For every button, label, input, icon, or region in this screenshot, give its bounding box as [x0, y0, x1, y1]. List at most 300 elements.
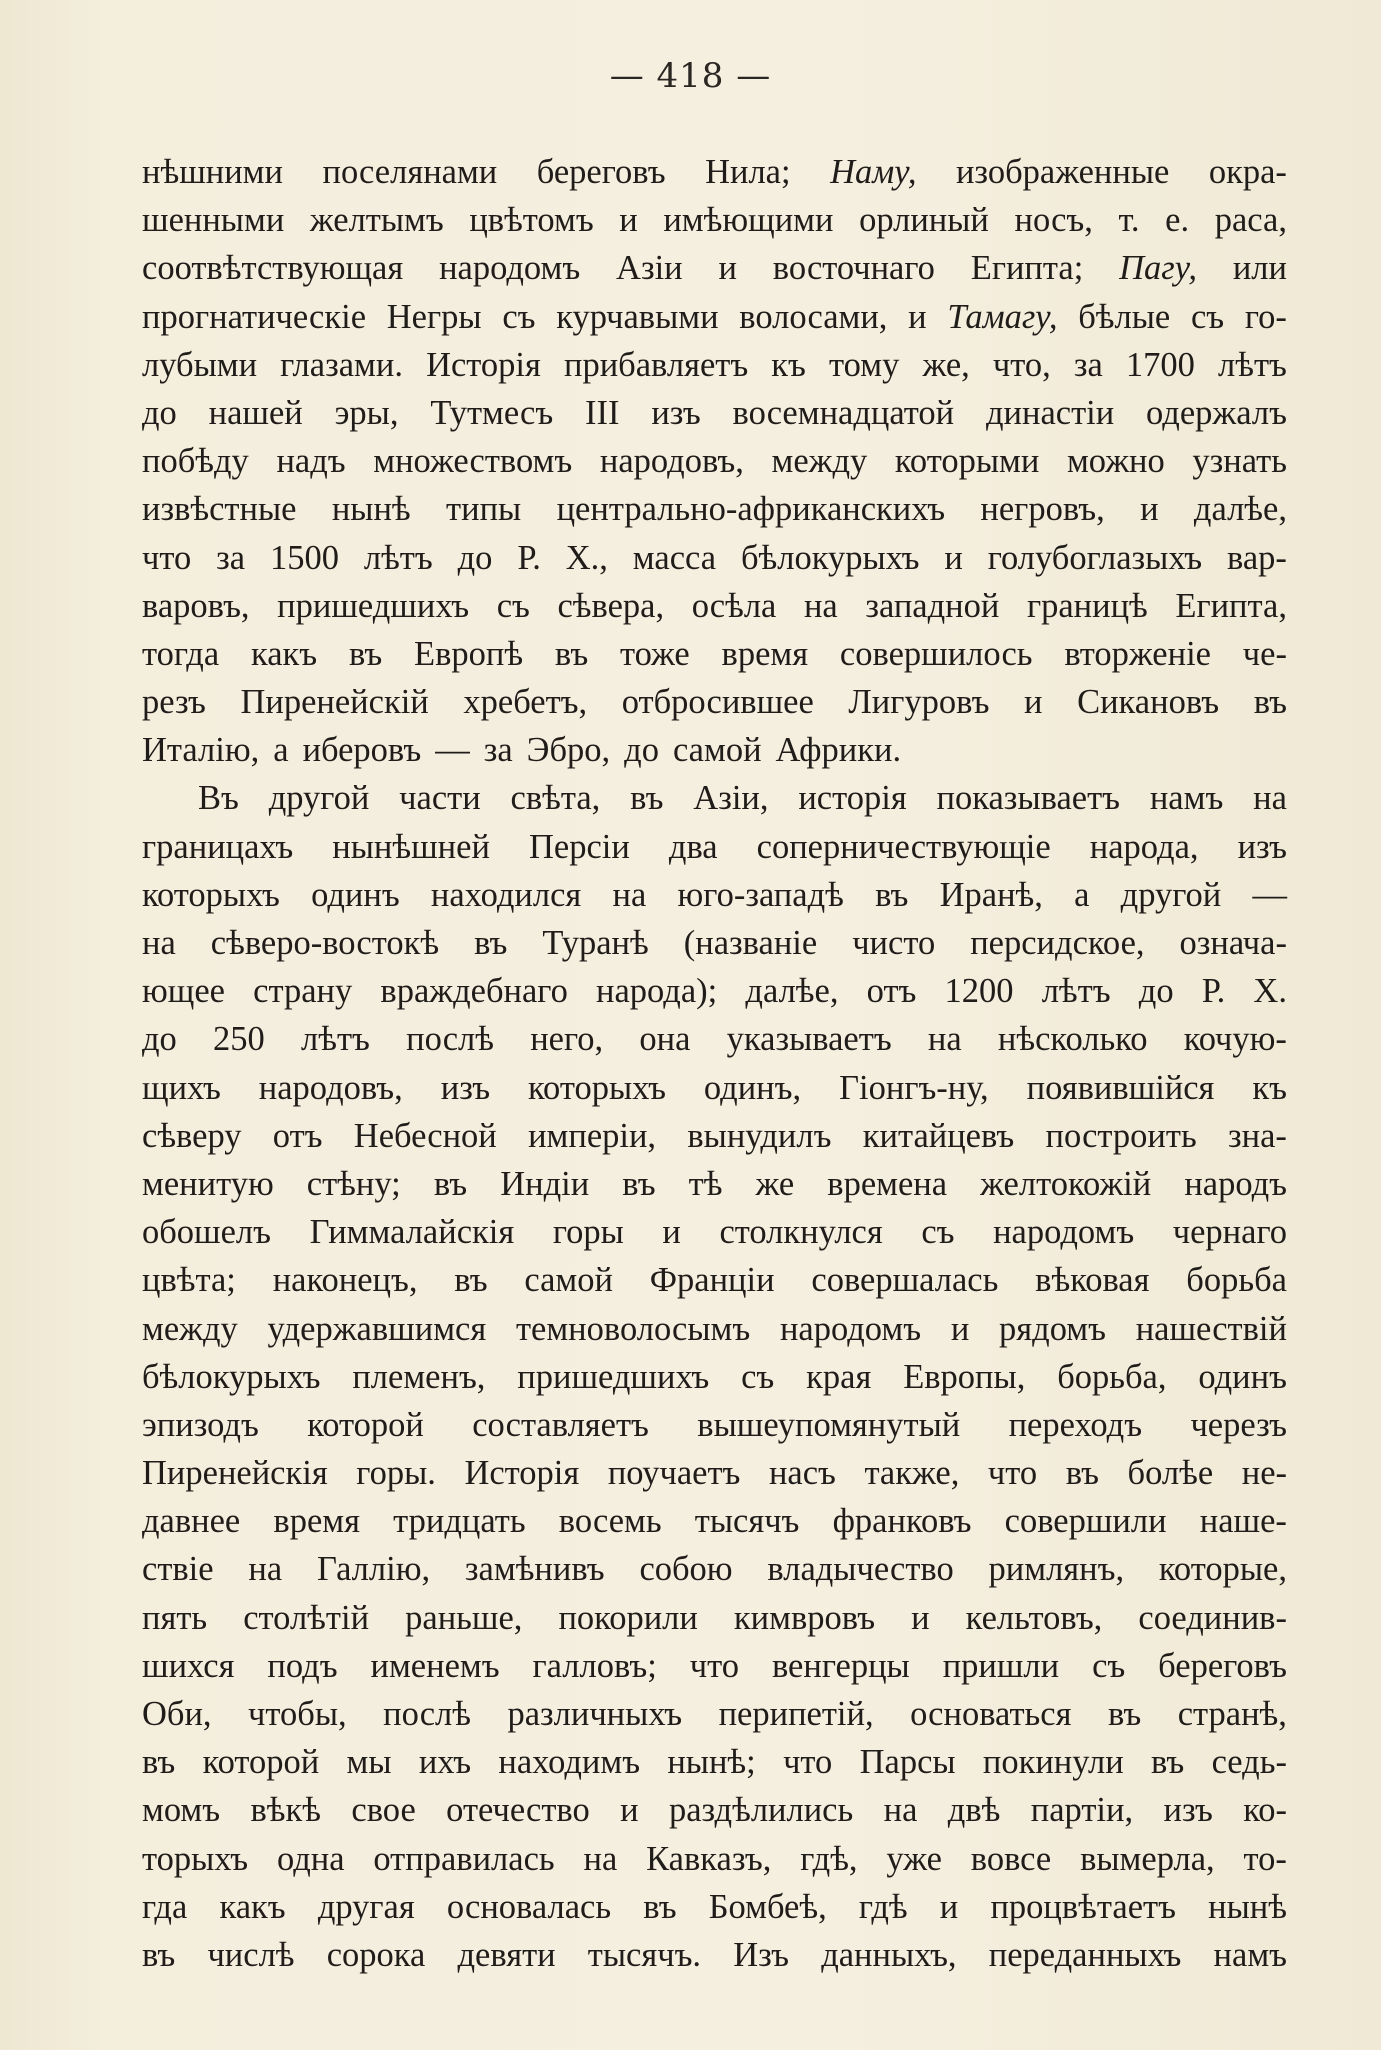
word: нынѣ; — [667, 1743, 756, 1782]
word: появившійся — [1026, 1068, 1215, 1107]
word: времена — [827, 1164, 948, 1203]
word: Европѣ — [414, 634, 524, 673]
word: ствіе — [142, 1550, 214, 1589]
word: партіи, — [1030, 1791, 1134, 1830]
word: съ — [921, 1213, 955, 1252]
word: береговъ — [1158, 1646, 1287, 1685]
text-line — [142, 1883, 1287, 1931]
word: свое — [351, 1791, 416, 1830]
word: странѣ, — [1177, 1695, 1287, 1733]
word: побѣду — [142, 442, 249, 481]
word: Туранѣ — [542, 924, 649, 962]
word: волосами, — [739, 297, 888, 336]
word: наконецъ, — [272, 1261, 418, 1300]
word: народомъ — [439, 249, 581, 288]
word: рядомъ — [999, 1309, 1106, 1348]
word: резъ — [142, 683, 206, 722]
word: съ — [741, 1357, 775, 1396]
word: (названіе — [683, 924, 818, 962]
word: народъ — [1184, 1164, 1287, 1203]
word: орлиный — [859, 201, 989, 240]
word: за — [1073, 345, 1103, 384]
text-line — [142, 1786, 1287, 1834]
word: — — [1252, 875, 1287, 914]
word: береговъ — [536, 153, 666, 191]
word: Негры — [386, 297, 482, 336]
text-line — [142, 1690, 1287, 1738]
word: центрально-африканскихъ — [556, 490, 946, 529]
word: покинули — [982, 1743, 1124, 1782]
word: въ — [630, 779, 664, 818]
word: намъ — [1213, 1935, 1287, 1974]
word: въ — [142, 1743, 176, 1782]
word: же — [755, 1164, 795, 1203]
word: самой — [672, 731, 762, 770]
word: че- — [1242, 634, 1287, 673]
word: осѣла — [691, 586, 777, 625]
word: западной — [865, 586, 1000, 625]
word: голубоглазыхъ — [987, 538, 1203, 577]
word: въ — [348, 634, 383, 673]
word: другой — [1120, 875, 1222, 914]
word: до — [624, 731, 659, 770]
word: чисто — [852, 924, 936, 962]
word: то- — [1243, 1839, 1287, 1878]
word: наше- — [1199, 1502, 1287, 1541]
word: го- — [1244, 297, 1287, 336]
text-line — [142, 1160, 1287, 1208]
word: которыми — [894, 442, 1040, 481]
text-line — [142, 196, 1287, 244]
page-number: — 418 — — [609, 56, 772, 96]
word: составляетъ — [472, 1405, 649, 1444]
word: эпизодъ — [142, 1405, 259, 1444]
text-line — [142, 1738, 1287, 1786]
word: что — [987, 1454, 1038, 1493]
word: въ — [433, 1164, 468, 1203]
word: восемнадцатой — [732, 393, 955, 432]
word: черезъ — [1190, 1405, 1287, 1444]
text-line — [142, 678, 1287, 726]
word: типы — [446, 490, 522, 529]
word: въ — [622, 1164, 656, 1203]
word: показываетъ — [936, 779, 1120, 818]
word: Азіи — [616, 249, 683, 288]
word: вынудилъ — [687, 1116, 832, 1155]
word: столѣтій — [243, 1598, 370, 1637]
word: изъ — [440, 1068, 491, 1107]
word: на — [248, 1550, 283, 1589]
word: носъ, — [1014, 201, 1093, 240]
text-line — [142, 1497, 1287, 1545]
word: въ — [643, 1887, 677, 1926]
word: Африки. — [775, 731, 902, 770]
word: она — [639, 1020, 691, 1059]
word: шенными — [142, 201, 285, 240]
word: Галлію, — [316, 1550, 431, 1589]
word: Азіи, — [693, 779, 769, 818]
word: въ — [1065, 1454, 1099, 1493]
word: сѣверо-востокѣ — [210, 924, 440, 962]
word: ющее — [142, 972, 225, 1011]
word: вар- — [1227, 538, 1287, 577]
word: Персіи — [528, 827, 630, 866]
word: вѣкѣ — [250, 1791, 322, 1830]
word: чернаго — [1172, 1213, 1287, 1252]
word: съ — [1190, 297, 1225, 336]
word: изъ — [1163, 1791, 1213, 1830]
text-line — [142, 726, 1287, 774]
word: кимвровъ — [733, 1598, 876, 1637]
word: данныхъ, — [821, 1935, 957, 1974]
word: одинъ — [311, 875, 400, 914]
word: нѣшними — [142, 153, 283, 191]
word: и — [939, 1887, 959, 1926]
word: — — [435, 731, 470, 770]
word: съ — [1092, 1646, 1126, 1685]
word: Пиренейскій — [240, 683, 429, 722]
word: къ — [1252, 1068, 1287, 1107]
word: пять — [142, 1598, 208, 1637]
word: цвѣта; — [142, 1261, 236, 1300]
word: желтокожій — [980, 1164, 1152, 1203]
word: какъ — [250, 634, 318, 673]
word: Египта, — [1175, 586, 1287, 625]
word: Эбро, — [526, 731, 611, 770]
word: основаться — [910, 1695, 1072, 1733]
word: восемь — [558, 1502, 662, 1541]
word: лѣтъ — [1041, 972, 1111, 1011]
word: ко- — [1243, 1791, 1287, 1830]
word: Гіонгъ-ну, — [839, 1068, 989, 1107]
word: также, — [864, 1454, 960, 1493]
word: свѣта, — [510, 779, 601, 818]
word: различныхъ — [507, 1695, 683, 1733]
word: части — [399, 779, 481, 818]
text-line — [142, 1256, 1287, 1304]
text-line — [142, 582, 1287, 630]
word: въ — [554, 634, 589, 673]
word: которыхъ — [528, 1068, 666, 1107]
word: и — [950, 1309, 970, 1348]
word: лѣтъ — [301, 1020, 370, 1059]
word: на — [803, 586, 838, 625]
word: зна- — [1228, 1116, 1287, 1155]
word: 1500 — [269, 538, 339, 577]
word: самой — [524, 1261, 613, 1300]
word: бѣлые — [1078, 297, 1171, 336]
text-line — [142, 1064, 1287, 1112]
word: тоже — [620, 634, 690, 673]
word: тысячъ — [694, 1502, 800, 1541]
word: имѣющими — [663, 201, 834, 240]
word: которой — [307, 1405, 424, 1444]
word: съ — [502, 297, 536, 336]
word: послѣ — [383, 1695, 471, 1733]
text-line — [142, 148, 1287, 196]
text-line — [142, 244, 1287, 292]
word: вымерла, — [1080, 1839, 1215, 1878]
word: соединив- — [1138, 1598, 1287, 1637]
word: масса — [632, 538, 717, 577]
word: тысячъ. — [587, 1935, 702, 1974]
word: соотвѣтствующая — [142, 249, 404, 288]
word: совершили — [1004, 1502, 1167, 1541]
word: франковъ — [832, 1502, 972, 1541]
word: Иранѣ, — [939, 875, 1043, 914]
word: извѣстные — [142, 490, 297, 529]
word: римлянъ, — [988, 1550, 1125, 1589]
word: лѣтъ — [363, 538, 433, 577]
text-line — [142, 1112, 1287, 1160]
italic-term: Пагу, — [1119, 249, 1197, 288]
word: какъ — [219, 1887, 286, 1926]
text-line — [142, 293, 1287, 341]
word: что, — [992, 345, 1051, 384]
word: одна — [276, 1839, 345, 1878]
word: края — [806, 1357, 872, 1396]
word: послѣ — [406, 1020, 494, 1059]
paragraph-start-line — [142, 774, 1287, 822]
word: торыхъ — [142, 1839, 249, 1878]
text-line — [142, 437, 1287, 485]
word: не- — [1241, 1454, 1287, 1493]
word: сѣверу — [142, 1116, 242, 1155]
word: поучаетъ — [607, 1454, 741, 1493]
word: отбросившее — [621, 683, 814, 722]
italic-term: Наму, — [830, 153, 917, 191]
word: прогнатическіе — [142, 297, 367, 336]
word: совершилось — [839, 634, 1033, 673]
word: Кавказъ, — [646, 1839, 772, 1878]
word: нашей — [208, 393, 303, 432]
word: Сикановъ — [1077, 683, 1220, 722]
word: Изъ — [733, 1935, 790, 1974]
word: менитую — [142, 1164, 274, 1203]
word: до — [457, 538, 493, 577]
word: борьба, — [1057, 1357, 1167, 1396]
word: что — [142, 538, 192, 577]
word: до — [1138, 972, 1174, 1011]
word: вторженіе — [1064, 634, 1211, 673]
text-line — [142, 630, 1287, 678]
word: изъ — [651, 393, 701, 432]
word: отправилась — [373, 1839, 555, 1878]
word: которой — [202, 1743, 320, 1782]
word: одинъ, — [703, 1068, 802, 1107]
word: и — [619, 201, 638, 240]
word: одинъ — [1198, 1357, 1287, 1396]
word: горы. — [356, 1454, 436, 1493]
text-line — [142, 1208, 1287, 1256]
word: и — [911, 1598, 930, 1637]
word: а — [1074, 875, 1090, 914]
word: можно — [1066, 442, 1165, 481]
word: время — [721, 634, 809, 673]
word: въ — [454, 1261, 488, 1300]
word: надъ — [276, 442, 346, 481]
word: нашествій — [1135, 1309, 1287, 1348]
word: желтымъ — [309, 201, 444, 240]
word: раздѣлились — [668, 1791, 854, 1830]
word: пришедшихъ — [517, 1357, 710, 1396]
word: Бомбеѣ, — [708, 1887, 827, 1926]
word: Франціи — [649, 1261, 775, 1300]
word: находимъ — [498, 1743, 641, 1782]
word: горы — [552, 1213, 624, 1252]
word: сорока — [326, 1935, 426, 1974]
word: вышеупомянутый — [697, 1405, 961, 1444]
text-line — [142, 1931, 1287, 1979]
word: далѣе, — [745, 972, 839, 1011]
word: восточнаго — [772, 249, 935, 288]
text-line — [142, 534, 1287, 582]
text-line — [142, 1401, 1287, 1449]
word: насъ — [768, 1454, 836, 1493]
word: на — [612, 875, 647, 914]
text-line — [142, 485, 1287, 533]
word: е. — [1165, 201, 1190, 240]
text-line — [142, 1642, 1287, 1690]
word: находился — [430, 875, 582, 914]
word: и — [662, 1213, 681, 1252]
word: чтобы, — [248, 1695, 347, 1733]
word: борьба — [1186, 1261, 1287, 1300]
word: народомъ — [779, 1309, 922, 1348]
word: два — [668, 827, 718, 866]
word: цвѣтомъ — [469, 201, 594, 240]
word: въ — [1151, 1743, 1185, 1782]
word: гдѣ, — [800, 1839, 858, 1878]
word: числѣ — [207, 1935, 295, 1974]
text-line — [142, 1545, 1287, 1593]
word: до — [142, 1020, 177, 1059]
word: пришедшихъ — [277, 586, 470, 625]
word: исторія — [798, 779, 907, 818]
word: между — [142, 1309, 238, 1348]
text-line — [142, 1449, 1287, 1497]
word: и — [1024, 683, 1043, 722]
word: намъ — [1149, 779, 1224, 818]
word: народовъ, — [258, 1068, 403, 1107]
word: эры, — [334, 393, 399, 432]
word: владычество — [767, 1550, 954, 1589]
word: соперничествующіе — [756, 827, 1051, 866]
text-line — [142, 919, 1287, 967]
body-text — [142, 148, 1287, 1979]
word: что — [783, 1743, 833, 1782]
word: покорили — [558, 1598, 698, 1637]
word: Египта; — [970, 249, 1084, 288]
word: изображенные — [955, 153, 1170, 191]
text-line — [142, 1353, 1287, 1401]
word: время — [273, 1502, 360, 1541]
word: гда — [142, 1887, 188, 1926]
word: него, — [530, 1020, 604, 1059]
word: персидское, — [970, 924, 1145, 962]
word: династіи — [985, 393, 1115, 432]
word: границахъ — [142, 827, 294, 866]
word: 250 — [213, 1020, 265, 1059]
word: глазами. — [280, 345, 403, 384]
word: враждебнаго — [380, 972, 568, 1011]
word: бѣлокурыхъ — [142, 1357, 321, 1396]
word: процвѣтаетъ — [990, 1887, 1176, 1926]
word: момъ — [142, 1791, 221, 1830]
word: болѣе — [1127, 1454, 1214, 1493]
word: узнать — [1192, 442, 1287, 481]
word: нынѣ — [1208, 1887, 1287, 1926]
word: 1200 — [944, 972, 1014, 1011]
word: на — [583, 1839, 618, 1878]
word: шихся — [142, 1646, 235, 1685]
word: кельтовъ, — [965, 1598, 1103, 1637]
word: одержалъ — [1146, 393, 1287, 432]
text-line — [142, 1305, 1287, 1353]
word: на — [927, 1020, 962, 1059]
word: Нила; — [705, 153, 791, 191]
text-line — [142, 823, 1287, 871]
word: Оби, — [142, 1695, 212, 1733]
word: и — [620, 1791, 639, 1830]
word: Гиммалайскія — [309, 1213, 515, 1252]
word: до — [142, 393, 177, 432]
text-line — [142, 341, 1287, 389]
word: народа, — [1089, 827, 1199, 866]
word: негровъ, — [980, 490, 1105, 529]
word: щихъ — [142, 1068, 221, 1107]
word: основалась — [446, 1887, 612, 1926]
word: иберовъ — [302, 731, 422, 770]
word: другая — [317, 1887, 415, 1926]
word: гдѣ — [858, 1887, 908, 1926]
word: нѣсколько — [997, 1020, 1148, 1059]
word: курчавыми — [556, 297, 719, 336]
word: Италію, — [142, 731, 260, 770]
word: построить — [1045, 1116, 1197, 1155]
word: обошелъ — [142, 1213, 271, 1252]
word: изъ — [1237, 827, 1287, 866]
word: столкнулся — [719, 1213, 883, 1252]
word: далѣе, — [1193, 490, 1287, 529]
word: удержавшимся — [267, 1309, 487, 1348]
word: на — [1253, 779, 1287, 818]
word: давнее — [142, 1502, 241, 1541]
word: которыхъ — [142, 875, 280, 914]
word: отъ — [272, 1116, 323, 1155]
word: окра- — [1208, 153, 1287, 191]
word: другой — [268, 779, 370, 818]
word: племенъ, — [352, 1357, 486, 1396]
word: Х. — [1253, 972, 1287, 1011]
word: переданныхъ — [988, 1935, 1182, 1974]
word: народовъ, — [599, 442, 744, 481]
word: Лигуровъ — [848, 683, 990, 722]
word: раса, — [1214, 201, 1287, 240]
word: лѣтъ — [1218, 345, 1287, 384]
word: за — [216, 538, 246, 577]
word: народомъ — [993, 1213, 1135, 1252]
word: вѣковая — [1035, 1261, 1150, 1300]
word: Пиренейскія — [142, 1454, 328, 1493]
word: III — [585, 393, 620, 432]
text-line — [142, 1835, 1287, 1883]
word: въ — [875, 875, 909, 914]
text-line — [142, 1015, 1287, 1063]
word: и — [908, 297, 927, 336]
word: подъ — [267, 1646, 338, 1685]
word: кочую- — [1183, 1020, 1287, 1059]
